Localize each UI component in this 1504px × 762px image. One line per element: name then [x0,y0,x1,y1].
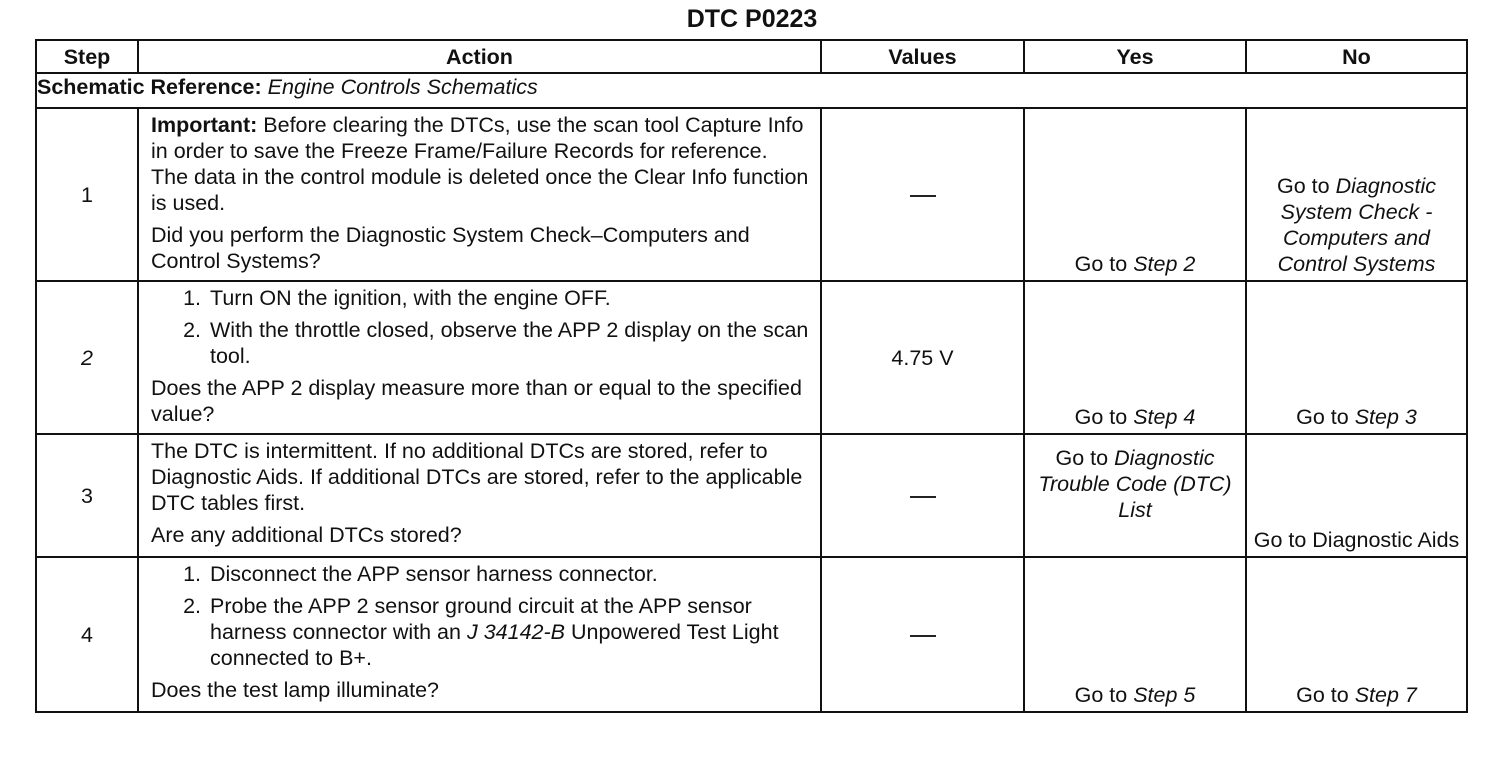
yes-prefix: Go to [1055,446,1109,470]
important-label: Important: [151,113,258,137]
item-text: Unpowered Test Light connected to B+. [210,620,779,670]
table-row [36,108,1467,281]
step-list [151,285,810,369]
no-text[interactable]: Go to Diagnostic Aids [1253,528,1460,552]
action-cell [138,434,821,557]
yes-link[interactable]: Step 2 [1133,252,1196,276]
yes-prefix: Go to [1074,683,1128,707]
yes-cell [1024,281,1246,434]
no-prefix: Go to [1296,683,1349,707]
step-question: Are any additional DTCs stored? [151,523,462,547]
value-cell [821,557,1024,712]
list-item: 1. Turn ON the ignition, with the engine OFF. [207,285,810,311]
step-number: 3 [36,434,138,557]
header-row [36,40,1467,73]
action-cell [138,557,821,712]
value-cell: 4.75 V [821,281,1024,434]
no-link[interactable]: Diagnostic System Check - Computers and Control Systems [1277,174,1436,276]
header-action: Action [138,40,821,73]
step-number: 4 [36,557,138,712]
dash-mark [910,496,936,498]
page-title: DTC P0223 [686,5,818,33]
no-prefix: Go to [1277,174,1330,198]
action-cell [138,108,821,281]
yes-prefix: Go to [1074,252,1128,276]
no-cell [1246,434,1467,557]
no-cell [1246,108,1467,281]
yes-link[interactable]: Step 5 [1133,683,1196,707]
action-cell [138,281,821,434]
step-text: The DTC is intermittent. If no additional DTCs are stored, refer to Diagnostic Aids. If additional DTCs are stored, refer to the applicable DTC tables first. [151,439,803,515]
list-item: 2. With the throttle closed, observe the APP 2 display on the scan tool. [207,317,810,369]
value-cell [821,108,1024,281]
yes-cell [1024,557,1246,712]
step-number: 1 [36,108,138,281]
table-row [36,434,1467,557]
no-cell [1246,557,1467,712]
no-link[interactable]: Step 7 [1354,683,1417,707]
list-item: 1. Disconnect the APP sensor harness connector. [207,561,810,587]
step-list [151,561,810,671]
yes-cell [1024,108,1246,281]
table-row [36,557,1467,712]
no-cell [1246,281,1467,434]
important-text: Before clearing the DTCs, use the scan tool Capture Info in order to save the Freeze Frame/Failure Records for reference. The data in the control module is deleted once the Clear Info function is used. [151,113,809,215]
item-text: Probe the APP 2 sensor ground circuit at the APP sensor harness connector with an [210,594,752,644]
header-no: No [1246,40,1467,73]
schematic-link[interactable]: Engine Controls Schematics [267,75,538,99]
header-step: Step [36,40,138,73]
step-number-text: 2 [81,345,93,370]
important-note [151,112,810,216]
diagnostic-table [35,39,1468,713]
list-item [207,593,810,671]
schematic-reference-row [36,73,1467,108]
schematic-label: Schematic Reference: [37,75,262,99]
yes-prefix: Go to [1074,405,1128,429]
table-row [36,281,1467,434]
yes-link[interactable]: Diagnostic Trouble Code (DTC) List [1038,446,1232,522]
step-number [36,281,138,434]
yes-cell [1024,434,1246,557]
no-link[interactable]: Step 3 [1354,405,1417,429]
step-question: Did you perform the Diagnostic System Check–Computers and Control Systems? [151,223,750,273]
header-yes: Yes [1024,40,1246,73]
schematic-reference [36,73,1467,108]
dash-mark [910,195,936,197]
step-question: Does the test lamp illuminate? [151,678,440,702]
value-cell [821,434,1024,557]
step-question: Does the APP 2 display measure more than or equal to the specified value? [151,376,802,426]
no-prefix: Go to [1296,405,1349,429]
yes-link[interactable]: Step 4 [1133,405,1196,429]
dash-mark [910,635,936,637]
tool-name: J 34142-B [466,620,565,644]
header-values: Values [821,40,1024,73]
